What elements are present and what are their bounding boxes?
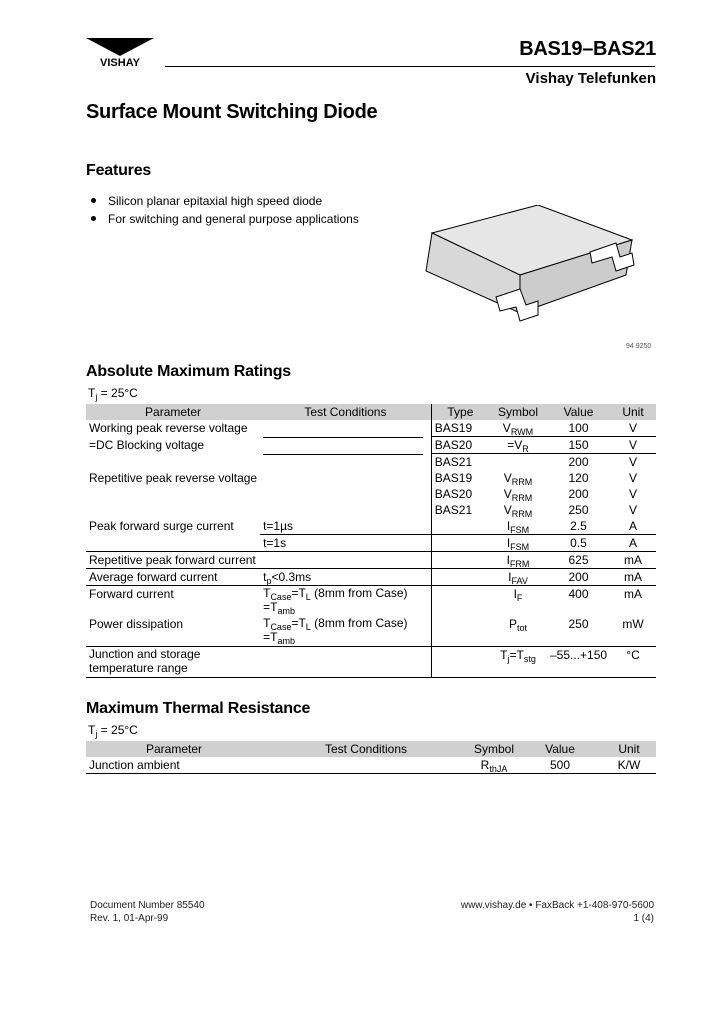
table-row: Junction ambient $R_{thJA}$ 500 K/W: [86, 757, 656, 774]
figure-id: 94 9250: [626, 343, 652, 350]
column-header: Symbol: [470, 741, 518, 757]
column-header: Parameter: [86, 404, 260, 420]
document-number: Document Number 85540: [90, 900, 205, 911]
logo-text: VISHAY: [100, 57, 140, 68]
table-row: Forward current $T_{Case}=T_L$ (8mm from Case) $=T_{amb}$ $I_F$ 400 mA: [89, 586, 643, 616]
table-header-row: [86, 404, 656, 420]
column-header: Test Conditions: [260, 404, 431, 420]
table-row: Repetitive peak forward current $I_{FRM}$ 625 mA: [86, 552, 656, 569]
page-title: Surface Mount Switching Diode: [86, 101, 378, 123]
table-row: Working peak reverse voltage BAS19 $V_{RWM}$ 100 V: [86, 420, 656, 437]
condition-rule: [263, 454, 423, 455]
header-rule: [165, 66, 655, 67]
table-row: Power dissipation $T_{Case}=T_L$ (8mm from Case) $=T_{amb}$ $P_{tot}$ 250 mW: [86, 616, 656, 647]
brand-name: Vishay Telefunken: [525, 70, 656, 87]
amr-heading: Absolute Maximum Ratings: [86, 363, 292, 380]
column-header: Type: [431, 404, 489, 420]
part-number: BAS19–BAS21: [519, 38, 656, 60]
column-header: Parameter: [86, 741, 262, 757]
website-link[interactable]: www.vishay.de • FaxBack +1-408-970-5600: [460, 900, 654, 911]
column-header: Value: [547, 404, 610, 420]
column-header: Unit: [602, 741, 656, 757]
column-header: Value: [518, 741, 602, 757]
thermal-resistance-table: [86, 741, 656, 774]
table-row: Average forward current $t_p<0.3ms$ $I_{FAV}$ 200 mA: [86, 569, 656, 586]
table-header-row: [86, 741, 656, 757]
sot23-package-illustration: [420, 205, 640, 335]
mtr-heading: Maximum Thermal Resistance: [86, 700, 311, 717]
list-item: For switching and general purpose applications: [90, 210, 359, 228]
revision: Rev. 1, 01-Apr-99: [90, 913, 169, 924]
vishay-logo: [86, 38, 154, 68]
amr-condition: $T_j = 25^\circ C$: [88, 386, 138, 402]
absolute-maximum-ratings-table: [86, 404, 656, 678]
list-item: Silicon planar epitaxial high speed diode: [90, 192, 359, 210]
page-number: 1 (4): [633, 913, 654, 924]
features-list: [90, 192, 359, 228]
column-header: Symbol: [489, 404, 547, 420]
table-row: BAS20 $V_{RRM}$ 200 V: [86, 486, 656, 502]
table-row: Peak forward surge current t=1µs $I_{FSM}$ 2.5 A: [86, 518, 656, 535]
column-header: Test Conditions: [262, 741, 470, 757]
table-row: Junction and storage temperature range $T_j=T_{stg}$ –55...+150 °C: [86, 647, 656, 678]
table-row: BAS21 200 V: [86, 454, 656, 471]
features-heading: Features: [86, 162, 152, 179]
table-row: t=1s $I_{FSM}$ 0.5 A: [86, 535, 656, 552]
table-row: Repetitive peak reverse voltage BAS19 $V_{RRM}$ 120 V: [89, 471, 638, 487]
condition-rule: [263, 437, 423, 438]
mtr-condition: $T_j = 25^\circ C$: [88, 723, 138, 739]
table-row: BAS21 $V_{RRM}$ 250 V: [86, 502, 656, 518]
table-row: =DC Blocking voltage BAS20 $=V_R$ 150 V: [86, 437, 656, 454]
column-header: Unit: [610, 404, 656, 420]
